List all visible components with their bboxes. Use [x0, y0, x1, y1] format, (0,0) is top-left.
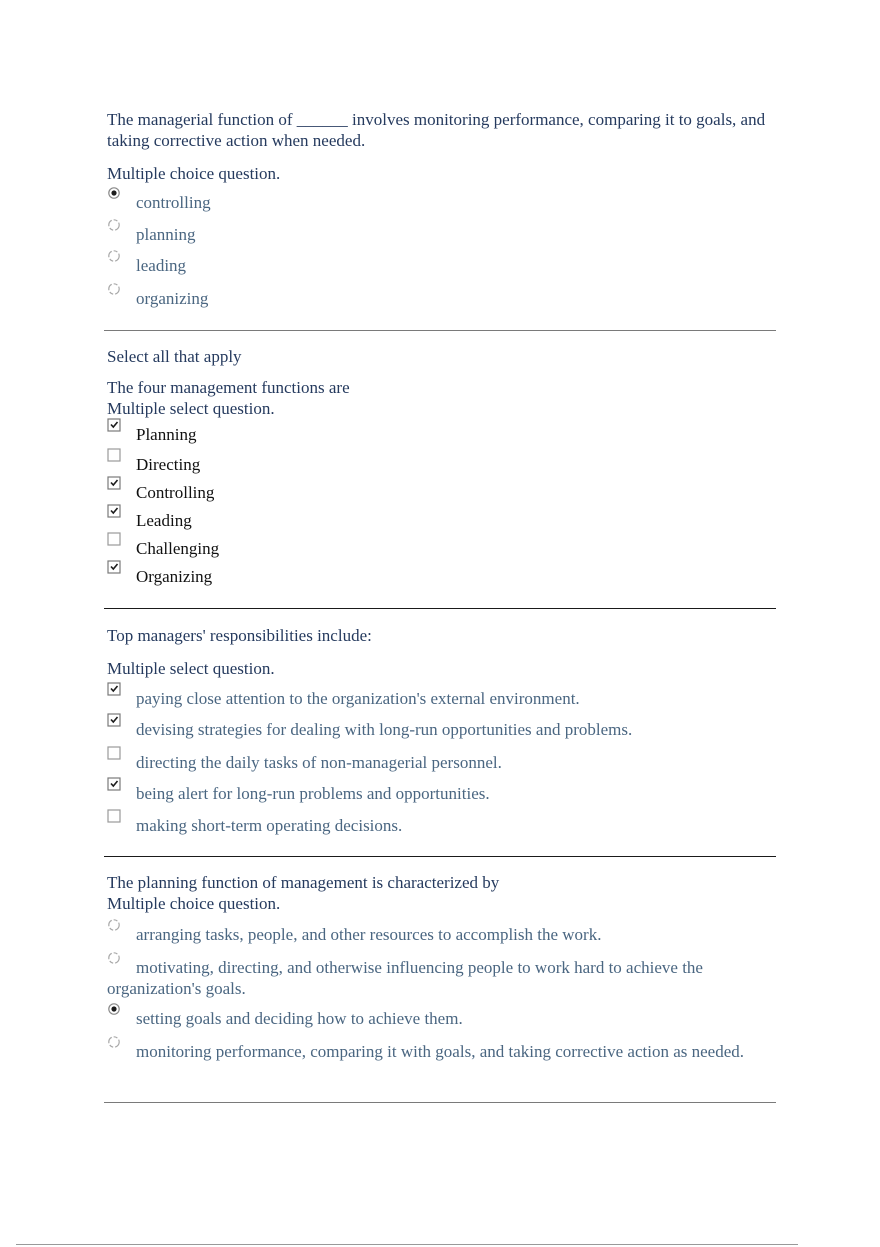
q2-option-label: Directing [136, 455, 201, 474]
q4-option-label: arranging tasks, people, and other resources to accomplish the work. [136, 925, 602, 944]
q4-option[interactable] [107, 1041, 767, 1062]
q2-option-label: Controlling [136, 483, 215, 502]
question-4-type: Multiple choice question. [107, 894, 281, 913]
question-1-type: Multiple choice question. [107, 164, 281, 183]
question-divider [104, 856, 776, 857]
question-4 [107, 872, 767, 1061]
radio-unselected-icon[interactable] [107, 249, 121, 263]
checkbox-checked-icon[interactable] [107, 713, 121, 727]
q4-option[interactable] [107, 957, 767, 999]
q1-option-label: controlling [136, 193, 211, 212]
checkbox-unchecked-icon[interactable] [107, 532, 121, 546]
question-2 [107, 346, 767, 586]
q2-option-organizing[interactable] [107, 566, 767, 587]
checkbox-unchecked-icon[interactable] [107, 746, 121, 760]
question-divider [104, 608, 776, 609]
q2-option-planning[interactable] [107, 424, 767, 445]
q3-option-label: paying close attention to the organization's external environment. [136, 689, 580, 708]
q1-option-label: leading [136, 256, 187, 275]
question-divider [104, 330, 776, 331]
q2-option-challenging[interactable] [107, 538, 767, 559]
q1-option-label: organizing [136, 289, 209, 308]
q3-option-label: making short-term operating decisions. [136, 816, 403, 835]
question-4-prompt: The planning function of management is characterized by [107, 873, 500, 892]
q4-option-label: monitoring performance, comparing it with goals, and taking corrective action as needed. [136, 1042, 745, 1061]
q4-option[interactable] [107, 1008, 767, 1029]
q3-option[interactable] [107, 752, 767, 773]
question-1-prompt: The managerial function of ______ involves monitoring performance, comparing it to goals, and taking corrective action when needed. [107, 110, 766, 150]
question-3-type: Multiple select question. [107, 659, 275, 678]
radio-unselected-icon[interactable] [107, 951, 121, 965]
q2-option-label: Challenging [136, 539, 220, 558]
radio-unselected-icon[interactable] [107, 218, 121, 232]
question-3-prompt: Top managers' responsibilities include: [107, 626, 372, 645]
q3-option[interactable] [107, 815, 767, 836]
q4-option-label: motivating, directing, and otherwise influencing people to work hard to achieve the organization's goals. [107, 958, 703, 998]
q3-option[interactable] [107, 783, 767, 804]
radio-selected-icon[interactable] [107, 1002, 121, 1016]
q1-option-controlling[interactable] [107, 192, 767, 213]
q1-option-planning[interactable] [107, 224, 767, 245]
q4-option[interactable] [107, 924, 767, 945]
q2-option-label: Leading [136, 511, 192, 530]
question-2-prompt: The four management functions are [107, 378, 350, 397]
question-3 [107, 625, 767, 835]
question-divider [104, 1102, 776, 1103]
q2-option-leading[interactable] [107, 510, 767, 531]
checkbox-checked-icon[interactable] [107, 560, 121, 574]
q4-option-label: setting goals and deciding how to achieve them. [136, 1009, 463, 1028]
q1-option-organizing[interactable] [107, 288, 767, 309]
question-2-type: Multiple select question. [107, 399, 275, 418]
q3-option[interactable] [107, 688, 767, 709]
question-1 [107, 109, 767, 308]
checkbox-checked-icon[interactable] [107, 777, 121, 791]
q3-option-label: directing the daily tasks of non-managerial personnel. [136, 753, 502, 772]
checkbox-unchecked-icon[interactable] [107, 809, 121, 823]
q1-option-label: planning [136, 225, 196, 244]
q2-option-controlling[interactable] [107, 482, 767, 503]
radio-selected-icon[interactable] [107, 186, 121, 200]
q1-option-leading[interactable] [107, 255, 767, 276]
page-footer-rule [16, 1244, 798, 1245]
radio-unselected-icon[interactable] [107, 1035, 121, 1049]
checkbox-checked-icon[interactable] [107, 476, 121, 490]
q3-option[interactable] [107, 719, 767, 740]
q2-option-directing[interactable] [107, 454, 767, 475]
q3-option-label: being alert for long-run problems and opportunities. [136, 784, 490, 803]
q2-option-label: Planning [136, 425, 197, 444]
q2-option-label: Organizing [136, 567, 213, 586]
checkbox-unchecked-icon[interactable] [107, 448, 121, 462]
radio-unselected-icon[interactable] [107, 918, 121, 932]
checkbox-checked-icon[interactable] [107, 682, 121, 696]
checkbox-checked-icon[interactable] [107, 504, 121, 518]
radio-unselected-icon[interactable] [107, 282, 121, 296]
question-2-instruction: Select all that apply [107, 347, 242, 366]
q3-option-label: devising strategies for dealing with long-run opportunities and problems. [136, 720, 633, 739]
checkbox-checked-icon[interactable] [107, 418, 121, 432]
